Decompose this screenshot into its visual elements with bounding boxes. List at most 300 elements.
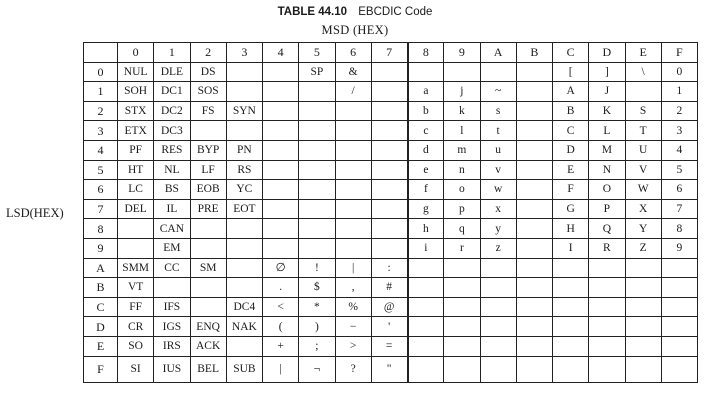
code-cell bbox=[516, 258, 552, 278]
code-cell: L bbox=[589, 121, 625, 141]
code-cell: @ bbox=[371, 297, 407, 317]
table-row bbox=[84, 336, 698, 356]
code-cell: u bbox=[480, 140, 516, 160]
code-cell bbox=[299, 160, 335, 180]
code-cell: ( bbox=[263, 317, 299, 337]
code-cell: SO bbox=[118, 336, 154, 356]
lsd-row-header: B bbox=[84, 278, 118, 298]
code-cell: 3 bbox=[661, 121, 697, 141]
code-cell: ' bbox=[371, 317, 407, 337]
code-cell: % bbox=[335, 297, 371, 317]
code-cell: B bbox=[553, 101, 589, 121]
code-cell bbox=[661, 336, 697, 356]
code-cell: HT bbox=[118, 160, 154, 180]
code-cell: LF bbox=[190, 160, 226, 180]
code-cell: EOT bbox=[226, 199, 262, 219]
code-cell: m bbox=[444, 140, 480, 160]
msd-header-2: 2 bbox=[190, 43, 226, 63]
code-cell bbox=[226, 219, 262, 239]
code-cell bbox=[444, 356, 480, 382]
code-cell bbox=[516, 101, 552, 121]
lsd-row-header: 0 bbox=[84, 62, 118, 82]
lsd-axis-label: LSD(HEX) bbox=[6, 206, 64, 220]
ebcdic-code-table bbox=[83, 42, 698, 383]
code-cell: SP bbox=[299, 62, 335, 82]
code-cell bbox=[553, 258, 589, 278]
code-cell: q bbox=[444, 219, 480, 239]
code-cell bbox=[226, 238, 262, 258]
code-cell: d bbox=[408, 140, 444, 160]
code-cell: RES bbox=[154, 140, 190, 160]
code-cell: W bbox=[625, 180, 661, 200]
code-cell bbox=[516, 140, 552, 160]
code-cell: 6 bbox=[661, 180, 697, 200]
table-caption bbox=[0, 5, 710, 19]
code-cell bbox=[408, 336, 444, 356]
code-cell: : bbox=[371, 258, 407, 278]
code-cell bbox=[553, 317, 589, 337]
code-cell bbox=[589, 278, 625, 298]
code-cell: ] bbox=[589, 62, 625, 82]
code-cell bbox=[625, 278, 661, 298]
code-cell bbox=[516, 219, 552, 239]
msd-header-row bbox=[84, 43, 698, 63]
code-cell: * bbox=[299, 297, 335, 317]
code-cell: DLE bbox=[154, 62, 190, 82]
msd-header-1: 1 bbox=[154, 43, 190, 63]
code-cell: P bbox=[589, 199, 625, 219]
table-row bbox=[84, 101, 698, 121]
lsd-row-header: 8 bbox=[84, 219, 118, 239]
code-cell bbox=[226, 258, 262, 278]
lsd-row-header: F bbox=[84, 356, 118, 382]
code-cell bbox=[263, 160, 299, 180]
msd-header-8: 8 bbox=[408, 43, 444, 63]
code-cell: LC bbox=[118, 180, 154, 200]
code-cell bbox=[516, 180, 552, 200]
lsd-row-header: 1 bbox=[84, 82, 118, 102]
code-cell bbox=[263, 121, 299, 141]
code-cell bbox=[190, 297, 226, 317]
code-cell: PN bbox=[226, 140, 262, 160]
code-cell: DS bbox=[190, 62, 226, 82]
code-cell bbox=[190, 238, 226, 258]
code-cell bbox=[263, 101, 299, 121]
msd-axis-label: MSD (HEX) bbox=[321, 23, 389, 37]
code-cell bbox=[371, 199, 407, 219]
code-cell bbox=[408, 258, 444, 278]
code-cell bbox=[371, 101, 407, 121]
code-cell: f bbox=[408, 180, 444, 200]
code-cell: BS bbox=[154, 180, 190, 200]
code-cell: \ bbox=[625, 62, 661, 82]
code-cell: ) bbox=[299, 317, 335, 337]
lsd-row-header: 9 bbox=[84, 238, 118, 258]
lsd-row-header: 3 bbox=[84, 121, 118, 141]
code-cell: 4 bbox=[661, 140, 697, 160]
code-cell: 0 bbox=[661, 62, 697, 82]
code-cell: 1 bbox=[661, 82, 697, 102]
code-cell: i bbox=[408, 238, 444, 258]
code-cell: Y bbox=[625, 219, 661, 239]
code-cell: IL bbox=[154, 199, 190, 219]
code-cell: Z bbox=[625, 238, 661, 258]
code-cell bbox=[625, 356, 661, 382]
code-cell bbox=[408, 356, 444, 382]
code-cell bbox=[625, 317, 661, 337]
code-cell: l bbox=[444, 121, 480, 141]
code-cell bbox=[408, 297, 444, 317]
code-cell bbox=[226, 278, 262, 298]
code-cell: SM bbox=[190, 258, 226, 278]
code-cell bbox=[335, 121, 371, 141]
code-cell: O bbox=[589, 180, 625, 200]
code-cell bbox=[625, 336, 661, 356]
code-cell: NUL bbox=[118, 62, 154, 82]
code-cell: IRS bbox=[154, 336, 190, 356]
code-cell: 2 bbox=[661, 101, 697, 121]
msd-header-5: 5 bbox=[299, 43, 335, 63]
code-cell: n bbox=[444, 160, 480, 180]
code-cell: DC3 bbox=[154, 121, 190, 141]
code-cell: U bbox=[625, 140, 661, 160]
msd-header-c: C bbox=[553, 43, 589, 63]
code-cell bbox=[154, 278, 190, 298]
code-cell bbox=[335, 160, 371, 180]
code-cell: VT bbox=[118, 278, 154, 298]
code-cell bbox=[335, 180, 371, 200]
code-cell bbox=[444, 297, 480, 317]
code-cell: CAN bbox=[154, 219, 190, 239]
code-cell bbox=[444, 62, 480, 82]
code-cell: # bbox=[371, 278, 407, 298]
code-cell: EM bbox=[154, 238, 190, 258]
code-cell: M bbox=[589, 140, 625, 160]
code-cell bbox=[299, 238, 335, 258]
code-cell bbox=[480, 336, 516, 356]
code-cell: NAK bbox=[226, 317, 262, 337]
code-cell bbox=[226, 82, 262, 102]
code-cell: $ bbox=[299, 278, 335, 298]
msd-header-0: 0 bbox=[118, 43, 154, 63]
code-cell: CR bbox=[118, 317, 154, 337]
code-cell bbox=[371, 82, 407, 102]
code-cell bbox=[226, 336, 262, 356]
code-cell: j bbox=[444, 82, 480, 102]
code-cell: v bbox=[480, 160, 516, 180]
code-cell bbox=[226, 121, 262, 141]
code-cell bbox=[226, 62, 262, 82]
code-cell bbox=[371, 140, 407, 160]
code-cell: 5 bbox=[661, 160, 697, 180]
code-cell: BEL bbox=[190, 356, 226, 382]
code-cell: S bbox=[625, 101, 661, 121]
code-cell: o bbox=[444, 180, 480, 200]
code-cell bbox=[444, 317, 480, 337]
code-cell: h bbox=[408, 219, 444, 239]
code-cell: PF bbox=[118, 140, 154, 160]
code-cell bbox=[299, 180, 335, 200]
code-cell bbox=[408, 278, 444, 298]
code-cell: I bbox=[553, 238, 589, 258]
code-cell bbox=[516, 278, 552, 298]
code-cell bbox=[553, 356, 589, 382]
code-cell bbox=[516, 336, 552, 356]
code-cell bbox=[516, 121, 552, 141]
code-cell: YC bbox=[226, 180, 262, 200]
table-row bbox=[84, 238, 698, 258]
code-cell: V bbox=[625, 160, 661, 180]
code-cell bbox=[444, 278, 480, 298]
code-cell: BYP bbox=[190, 140, 226, 160]
code-cell: SYN bbox=[226, 101, 262, 121]
code-cell: G bbox=[553, 199, 589, 219]
table-number: TABLE 44.10 bbox=[277, 6, 348, 18]
code-cell bbox=[263, 140, 299, 160]
code-cell bbox=[408, 317, 444, 337]
code-cell bbox=[371, 121, 407, 141]
code-cell bbox=[335, 101, 371, 121]
code-cell: ENQ bbox=[190, 317, 226, 337]
code-cell: z bbox=[480, 238, 516, 258]
msd-header-b: B bbox=[516, 43, 552, 63]
code-cell bbox=[480, 356, 516, 382]
table-row bbox=[84, 62, 698, 82]
code-cell: ; bbox=[299, 336, 335, 356]
code-cell bbox=[263, 199, 299, 219]
code-cell: RS bbox=[226, 160, 262, 180]
msd-header-f: F bbox=[661, 43, 697, 63]
code-cell: r bbox=[444, 238, 480, 258]
corner-cell bbox=[84, 43, 118, 63]
table-row bbox=[84, 82, 698, 102]
code-cell bbox=[516, 356, 552, 382]
code-cell: , bbox=[335, 278, 371, 298]
code-cell: a bbox=[408, 82, 444, 102]
code-cell bbox=[371, 219, 407, 239]
code-cell: k bbox=[444, 101, 480, 121]
code-cell: IFS bbox=[154, 297, 190, 317]
code-cell bbox=[661, 258, 697, 278]
code-cell: PRE bbox=[190, 199, 226, 219]
code-cell bbox=[480, 258, 516, 278]
code-cell: g bbox=[408, 199, 444, 219]
code-cell bbox=[444, 258, 480, 278]
code-cell bbox=[589, 258, 625, 278]
code-cell: x bbox=[480, 199, 516, 219]
code-cell bbox=[661, 317, 697, 337]
code-cell: C bbox=[553, 121, 589, 141]
table-row bbox=[84, 356, 698, 382]
code-cell bbox=[516, 199, 552, 219]
code-cell: Q bbox=[589, 219, 625, 239]
code-cell: STX bbox=[118, 101, 154, 121]
code-cell: IGS bbox=[154, 317, 190, 337]
code-cell bbox=[661, 356, 697, 382]
code-cell: t bbox=[480, 121, 516, 141]
code-cell bbox=[553, 278, 589, 298]
code-cell: A bbox=[553, 82, 589, 102]
code-cell: < bbox=[263, 297, 299, 317]
code-cell bbox=[589, 336, 625, 356]
table-row bbox=[84, 140, 698, 160]
table-title: EBCDIC Code bbox=[358, 6, 433, 18]
code-cell bbox=[299, 140, 335, 160]
msd-header-4: 4 bbox=[263, 43, 299, 63]
code-cell bbox=[661, 297, 697, 317]
lsd-row-header: E bbox=[84, 336, 118, 356]
code-cell bbox=[625, 258, 661, 278]
code-cell: DC1 bbox=[154, 82, 190, 102]
code-cell: . bbox=[263, 278, 299, 298]
lsd-row-header: 7 bbox=[84, 199, 118, 219]
code-cell: IUS bbox=[154, 356, 190, 382]
lsd-row-header: 2 bbox=[84, 101, 118, 121]
table-row bbox=[84, 199, 698, 219]
code-cell bbox=[299, 121, 335, 141]
msd-header-e: E bbox=[625, 43, 661, 63]
code-cell: SUB bbox=[226, 356, 262, 382]
code-cell bbox=[480, 297, 516, 317]
code-cell bbox=[516, 238, 552, 258]
code-cell bbox=[335, 140, 371, 160]
table-row bbox=[84, 219, 698, 239]
code-cell: D bbox=[553, 140, 589, 160]
code-cell: ¬ bbox=[299, 356, 335, 382]
code-cell: > bbox=[335, 336, 371, 356]
code-cell: s bbox=[480, 101, 516, 121]
code-cell bbox=[480, 278, 516, 298]
code-cell bbox=[335, 199, 371, 219]
code-cell: SI bbox=[118, 356, 154, 382]
code-cell bbox=[299, 101, 335, 121]
code-cell bbox=[480, 317, 516, 337]
code-cell bbox=[299, 82, 335, 102]
lsd-row-header: 5 bbox=[84, 160, 118, 180]
code-cell bbox=[335, 238, 371, 258]
code-cell bbox=[371, 238, 407, 258]
code-cell: | bbox=[263, 356, 299, 382]
code-cell bbox=[516, 317, 552, 337]
code-cell: ∅ bbox=[263, 258, 299, 278]
code-cell bbox=[625, 297, 661, 317]
code-cell bbox=[118, 219, 154, 239]
lsd-row-header: A bbox=[84, 258, 118, 278]
table-row bbox=[84, 317, 698, 337]
code-cell bbox=[516, 160, 552, 180]
code-cell: E bbox=[553, 160, 589, 180]
code-cell: CC bbox=[154, 258, 190, 278]
code-cell bbox=[335, 219, 371, 239]
code-cell bbox=[371, 180, 407, 200]
code-cell: NL bbox=[154, 160, 190, 180]
code-cell: ETX bbox=[118, 121, 154, 141]
code-cell: DEL bbox=[118, 199, 154, 219]
code-cell: H bbox=[553, 219, 589, 239]
code-cell bbox=[371, 62, 407, 82]
code-cell: 9 bbox=[661, 238, 697, 258]
table-row bbox=[84, 160, 698, 180]
code-cell bbox=[299, 199, 335, 219]
code-cell bbox=[118, 238, 154, 258]
table-row bbox=[84, 297, 698, 317]
code-cell: y bbox=[480, 219, 516, 239]
code-cell: + bbox=[263, 336, 299, 356]
code-cell bbox=[661, 278, 697, 298]
lsd-row-header: D bbox=[84, 317, 118, 337]
msd-header-d: D bbox=[589, 43, 625, 63]
code-cell bbox=[263, 180, 299, 200]
msd-header-9: 9 bbox=[444, 43, 480, 63]
table-row bbox=[84, 121, 698, 141]
code-cell bbox=[516, 62, 552, 82]
code-cell: FF bbox=[118, 297, 154, 317]
code-cell: " bbox=[371, 356, 407, 382]
code-cell: [ bbox=[553, 62, 589, 82]
code-cell bbox=[444, 336, 480, 356]
code-cell: J bbox=[589, 82, 625, 102]
code-cell: ! bbox=[299, 258, 335, 278]
code-cell: K bbox=[589, 101, 625, 121]
code-cell: F bbox=[553, 180, 589, 200]
code-cell: b bbox=[408, 101, 444, 121]
code-cell: EOB bbox=[190, 180, 226, 200]
code-cell bbox=[553, 297, 589, 317]
code-cell bbox=[263, 82, 299, 102]
code-cell: / bbox=[335, 82, 371, 102]
code-cell: e bbox=[408, 160, 444, 180]
code-cell: c bbox=[408, 121, 444, 141]
code-cell: = bbox=[371, 336, 407, 356]
code-cell bbox=[263, 62, 299, 82]
code-cell bbox=[516, 297, 552, 317]
code-cell bbox=[589, 317, 625, 337]
code-cell bbox=[589, 297, 625, 317]
code-cell: − bbox=[335, 317, 371, 337]
msd-header-6: 6 bbox=[335, 43, 371, 63]
code-cell: SOH bbox=[118, 82, 154, 102]
lsd-row-header: C bbox=[84, 297, 118, 317]
table-row bbox=[84, 258, 698, 278]
table-row bbox=[84, 278, 698, 298]
code-cell bbox=[190, 121, 226, 141]
code-cell: T bbox=[625, 121, 661, 141]
code-cell: ~ bbox=[480, 82, 516, 102]
code-cell: & bbox=[335, 62, 371, 82]
code-cell bbox=[480, 62, 516, 82]
code-cell: 7 bbox=[661, 199, 697, 219]
msd-header-a: A bbox=[480, 43, 516, 63]
code-cell bbox=[371, 160, 407, 180]
code-cell: R bbox=[589, 238, 625, 258]
code-cell: ACK bbox=[190, 336, 226, 356]
code-cell bbox=[516, 82, 552, 102]
code-cell: DC4 bbox=[226, 297, 262, 317]
code-cell bbox=[299, 219, 335, 239]
msd-header-7: 7 bbox=[371, 43, 407, 63]
msd-header-3: 3 bbox=[226, 43, 262, 63]
code-cell bbox=[408, 62, 444, 82]
code-cell: w bbox=[480, 180, 516, 200]
code-cell: | bbox=[335, 258, 371, 278]
table-row bbox=[84, 180, 698, 200]
code-cell: FS bbox=[190, 101, 226, 121]
code-cell: p bbox=[444, 199, 480, 219]
code-cell: SMM bbox=[118, 258, 154, 278]
code-cell bbox=[263, 238, 299, 258]
code-cell: 8 bbox=[661, 219, 697, 239]
lsd-row-header: 4 bbox=[84, 140, 118, 160]
